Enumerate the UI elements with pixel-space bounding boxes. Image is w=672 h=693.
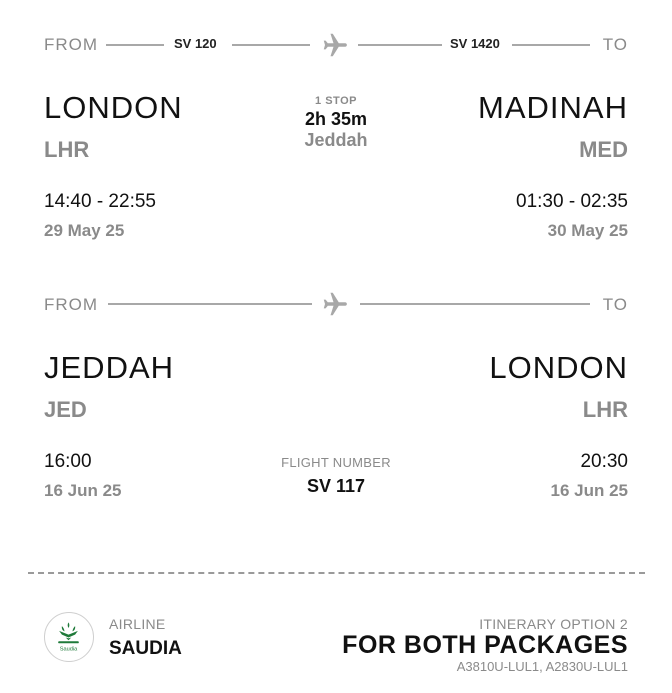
segment1-origin-code: LHR: [44, 137, 90, 162]
dashed-divider: [28, 572, 645, 574]
itinerary-title: FOR BOTH PACKAGES: [342, 631, 628, 659]
segment1-arr-date: 30 May 25: [547, 221, 628, 240]
segment2-to-label: TO: [602, 295, 628, 314]
segment1-dest-city: MADINAH: [478, 90, 628, 125]
route-line: [108, 303, 312, 305]
segment2-arr-date: 16 Jun 25: [550, 481, 628, 500]
segment2-dest-city: LONDON: [489, 350, 628, 385]
segment2-flight-number-label: FLIGHT NUMBER: [281, 455, 391, 470]
segment2-dep-time: 16:00: [44, 451, 92, 472]
segment2-dep-date: 16 Jun 25: [44, 481, 122, 500]
segment1-route-row: [44, 30, 628, 60]
segment1-flight-a: SV 120: [174, 36, 217, 51]
segment1-flight-b: SV 1420: [450, 36, 500, 51]
route-line: [358, 44, 442, 46]
saudia-logo-icon: [44, 612, 94, 662]
segment1-dep-date: 29 May 25: [44, 221, 125, 240]
segment1-stops: 1 STOP: [315, 95, 357, 107]
segment2-origin-city: JEDDAH: [44, 350, 175, 385]
segment2-arr-time: 20:30: [580, 451, 628, 472]
segment2-from-label: FROM: [44, 295, 99, 314]
logo-text: Saudia: [59, 646, 78, 653]
segment2-flight-number-block: [236, 455, 436, 497]
route-line: [106, 44, 164, 46]
itinerary-label: ITINERARY OPTION 2: [479, 616, 628, 632]
segment2-route-row: [44, 289, 628, 319]
route-line: [360, 303, 590, 305]
airline-name: SAUDIA: [109, 638, 182, 659]
segment1-duration: 2h 35m: [304, 109, 368, 129]
segment2-flight-number: SV 117: [306, 476, 366, 496]
segment1-origin-city: LONDON: [44, 90, 183, 125]
segment2-dest-code: LHR: [582, 397, 628, 422]
segment1-dep-time: 14:40 - 22:55: [44, 191, 156, 212]
package-codes: A3810U-LUL1, A2830U-LUL1: [456, 659, 628, 674]
segment1-dest-code: MED: [579, 137, 628, 162]
airline-label: AIRLINE: [109, 616, 166, 632]
airplane-icon: [318, 30, 352, 60]
route-line: [232, 44, 310, 46]
segment1-via: Jeddah: [304, 130, 368, 150]
segment1-arr-time: 01:30 - 02:35: [516, 191, 628, 212]
segment1-stop-info: [236, 95, 436, 151]
segment2-origin-code: JED: [44, 397, 87, 422]
segment1-from-label: FROM: [44, 35, 99, 54]
segment1-to-label: TO: [602, 35, 628, 54]
airplane-icon: [318, 289, 352, 319]
route-line: [512, 44, 590, 46]
